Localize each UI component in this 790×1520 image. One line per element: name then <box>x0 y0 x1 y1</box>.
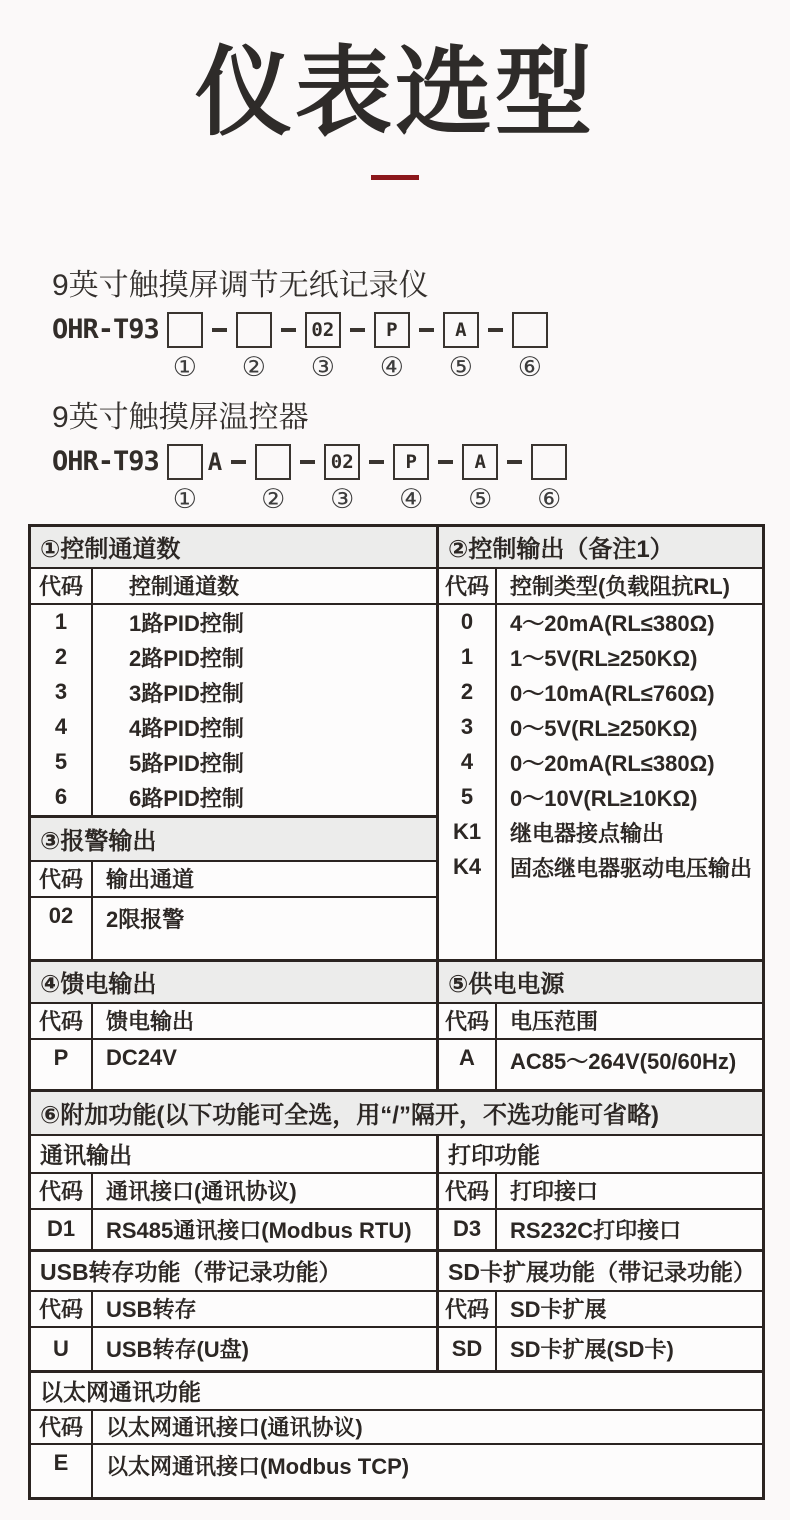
cell-desc: RS485通讯接口(Modbus RTU) <box>106 1217 412 1243</box>
code-box: P <box>393 444 429 480</box>
position-number: ⑤ <box>468 483 493 514</box>
position-number: ① <box>172 351 197 382</box>
column-header-code: 代码 <box>31 1411 93 1443</box>
subsection-title: 通讯输出 <box>40 1142 132 1169</box>
cell-code: U <box>31 1328 93 1370</box>
position-number: ③ <box>310 351 335 382</box>
table-header-row <box>439 1174 762 1210</box>
dash-separator <box>281 328 296 332</box>
column-header-code: 代码 <box>439 1174 497 1208</box>
model-heading: 9英寸触摸屏温控器 <box>52 400 309 434</box>
table-header-row <box>31 1411 762 1445</box>
section-feed-output <box>31 962 439 1089</box>
column-header-code: 代码 <box>439 1292 497 1326</box>
cell-desc: 5路PID控制 <box>129 750 244 776</box>
cell-code: D1 <box>31 1210 93 1249</box>
cell-desc: 1路PID控制 <box>129 610 244 636</box>
code-box <box>236 312 272 348</box>
cell-desc: 3路PID控制 <box>129 680 244 706</box>
cell-code: 4 <box>31 710 93 745</box>
model-heading: 9英寸触摸屏调节无纸记录仪 <box>52 268 429 302</box>
cell-desc: AC85～264V(50/60Hz) <box>510 1048 737 1074</box>
cell-desc: 0～10V(RL≥10KΩ) <box>510 785 698 811</box>
code-position-6 <box>531 444 567 512</box>
cell-desc: 4～20mA(RL≤380Ω) <box>510 610 715 636</box>
table-header-row <box>439 1004 762 1040</box>
cell-desc: SD卡扩展(SD卡) <box>510 1337 674 1363</box>
extra-two-column-area <box>31 1136 762 1373</box>
extra-left-column <box>31 1136 439 1370</box>
section-title: ①控制通道数 <box>31 527 436 569</box>
cell-code: 0 <box>439 605 497 640</box>
column-header-desc: USB转存 <box>106 1297 197 1323</box>
code-position-4 <box>374 312 410 380</box>
cell-desc: 2路PID控制 <box>129 645 244 671</box>
code-position-1 <box>167 444 203 512</box>
cell-desc: RS232C打印接口 <box>510 1217 682 1243</box>
cell-desc: 4路PID控制 <box>129 715 244 741</box>
dash-separator <box>350 328 365 332</box>
dash-separator <box>212 328 227 332</box>
section-title-alarm: ③报警输出 <box>31 815 436 862</box>
code-position-2 <box>236 312 272 380</box>
cell-desc: 1～5V(RL≥250KΩ) <box>510 645 698 671</box>
column-header-desc: 打印接口 <box>510 1179 599 1205</box>
cell-code: 5 <box>31 745 93 780</box>
cell-code: 02 <box>31 898 93 959</box>
code-box: 02 <box>305 312 341 348</box>
table-row <box>439 1210 762 1252</box>
section-control-output <box>439 527 762 959</box>
extra-right-column <box>439 1136 762 1370</box>
cell-desc: 继电器接点输出 <box>510 820 665 846</box>
table-row <box>31 710 436 745</box>
section-title-extra: ⑥附加功能(以下功能可全选，用“/”隔开，不选功能可省略) <box>31 1092 762 1136</box>
code-position-6 <box>512 312 548 380</box>
model-prefix: OHR-T93 <box>52 445 159 477</box>
cell-code: 3 <box>439 710 497 745</box>
column-header-code: 代码 <box>31 569 93 603</box>
position-number: ④ <box>399 483 424 514</box>
subsection-title-row <box>31 1136 436 1174</box>
position-number: ⑤ <box>448 351 473 382</box>
table-row <box>439 710 762 745</box>
table-row <box>439 850 762 885</box>
empty-filler-row <box>439 885 762 959</box>
column-header-desc: SD卡扩展 <box>510 1297 607 1323</box>
code-box: 02 <box>324 444 360 480</box>
code-box: P <box>374 312 410 348</box>
column-header-code: 代码 <box>31 862 93 896</box>
cell-code-empty <box>439 885 497 959</box>
code-box: A <box>443 312 479 348</box>
column-header-code: 代码 <box>31 1292 93 1326</box>
column-header-desc: 控制类型(负载阻抗RL) <box>510 574 730 600</box>
table-row <box>31 605 436 640</box>
code-box <box>512 312 548 348</box>
code-position-5 <box>443 312 479 380</box>
table-block-2 <box>31 959 762 1089</box>
subsection-title-row <box>31 1252 436 1292</box>
column-header-code: 代码 <box>31 1174 93 1208</box>
position-number: ② <box>241 351 266 382</box>
table-header-row <box>439 569 762 605</box>
subsection-title: USB转存功能（带记录功能） <box>40 1259 342 1286</box>
model-recorder <box>52 260 790 380</box>
table-row <box>439 675 762 710</box>
model-infix: A <box>207 447 223 476</box>
column-header-code: 代码 <box>439 569 497 603</box>
table-row <box>439 1040 762 1089</box>
column-header-desc: 通讯接口(通讯协议) <box>106 1179 297 1205</box>
table-row <box>439 1328 762 1370</box>
cell-code: 4 <box>439 745 497 780</box>
table-row <box>31 1328 436 1370</box>
section-title: ②控制输出（备注1） <box>439 527 762 569</box>
page-title: 仪表选型 <box>195 38 595 147</box>
position-number: ⑥ <box>537 483 562 514</box>
subsection-title: SD卡扩展功能（带记录功能） <box>448 1259 756 1286</box>
code-box <box>167 444 203 480</box>
cell-desc: 固态继电器驱动电压输出 <box>510 855 753 881</box>
dash-separator <box>231 460 246 464</box>
title-underline-dash <box>371 175 419 180</box>
dash-separator <box>369 460 384 464</box>
dash-separator <box>438 460 453 464</box>
cell-code: P <box>31 1040 93 1089</box>
subsection-title-row <box>31 1373 762 1411</box>
table-row <box>439 780 762 815</box>
code-position-1 <box>167 312 203 380</box>
cell-code: 6 <box>31 780 93 815</box>
column-header-code: 代码 <box>31 1004 93 1038</box>
column-header-desc: 电压范围 <box>510 1009 599 1035</box>
selection-table <box>28 524 765 1500</box>
table-row <box>439 815 762 850</box>
position-number: ③ <box>330 483 355 514</box>
code-box <box>167 312 203 348</box>
table-row <box>31 745 436 780</box>
cell-code: 5 <box>439 780 497 815</box>
cell-desc: 0～10mA(RL≤760Ω) <box>510 680 715 706</box>
table-block-3 <box>31 1089 762 1497</box>
section-power-supply <box>439 962 762 1089</box>
cell-code: SD <box>439 1328 497 1370</box>
table-row <box>439 745 762 780</box>
table-header-row <box>31 862 436 898</box>
table-row <box>31 1445 762 1497</box>
model-code-area <box>52 260 790 512</box>
model-temp-controller <box>52 392 790 512</box>
section-title: ⑤供电电源 <box>439 962 762 1004</box>
table-header-row <box>439 1292 762 1328</box>
subsection-title: 以太网通讯功能 <box>40 1379 201 1406</box>
column-header-desc: 控制通道数 <box>129 574 240 600</box>
column-header-desc: 馈电输出 <box>106 1009 195 1035</box>
cell-desc: 2限报警 <box>106 906 185 932</box>
cell-code: 1 <box>31 605 93 640</box>
code-position-5 <box>462 444 498 512</box>
column-header-code: 代码 <box>439 1004 497 1038</box>
table-row <box>439 605 762 640</box>
code-position-3 <box>324 444 360 512</box>
table-header-row <box>31 1174 436 1210</box>
table-header-row <box>31 569 436 605</box>
cell-code: D3 <box>439 1210 497 1249</box>
column-header-desc: 输出通道 <box>106 867 195 893</box>
model-code-line <box>52 444 790 512</box>
column-header-desc: 以太网通讯接口(通讯协议) <box>106 1415 363 1441</box>
position-number: ② <box>261 483 286 514</box>
dash-separator <box>507 460 522 464</box>
position-number: ① <box>172 483 197 514</box>
cell-desc: 6路PID控制 <box>129 785 244 811</box>
cell-code: K1 <box>439 815 497 850</box>
table-row <box>31 675 436 710</box>
table-header-row <box>31 1004 436 1040</box>
code-position-4 <box>393 444 429 512</box>
code-box <box>531 444 567 480</box>
cell-desc: 以太网通讯接口(Modbus TCP) <box>106 1453 410 1479</box>
subsection-title: 打印功能 <box>448 1142 540 1169</box>
subsection-title-row <box>439 1252 762 1292</box>
cell-code: 3 <box>31 675 93 710</box>
table-row <box>31 780 436 815</box>
table-row <box>31 1040 436 1089</box>
position-number: ⑥ <box>517 351 542 382</box>
dash-separator <box>488 328 503 332</box>
cell-desc: 0～20mA(RL≤380Ω) <box>510 750 715 776</box>
table-row <box>31 1210 436 1252</box>
dash-separator <box>300 460 315 464</box>
code-box: A <box>462 444 498 480</box>
cell-code: 2 <box>31 640 93 675</box>
model-prefix: OHR-T93 <box>52 313 159 345</box>
cell-code: 1 <box>439 640 497 675</box>
table-header-row <box>31 1292 436 1328</box>
cell-desc-empty <box>497 885 762 959</box>
table-row <box>31 640 436 675</box>
cell-code: E <box>31 1445 93 1497</box>
table-row <box>439 640 762 675</box>
cell-code: 2 <box>439 675 497 710</box>
subsection-title-row <box>439 1136 762 1174</box>
dash-separator <box>419 328 434 332</box>
cell-code: K4 <box>439 850 497 885</box>
cell-desc: 0～5V(RL≥250KΩ) <box>510 715 698 741</box>
model-code-line <box>52 312 790 380</box>
section-title: ④馈电输出 <box>31 962 436 1004</box>
section-control-channels <box>31 527 439 959</box>
position-number: ④ <box>379 351 404 382</box>
code-position-2 <box>255 444 291 512</box>
code-box <box>255 444 291 480</box>
table-row <box>31 898 436 959</box>
cell-code: A <box>439 1040 497 1089</box>
table-block-1 <box>31 527 762 959</box>
cell-desc: DC24V <box>106 1044 177 1070</box>
code-position-3 <box>305 312 341 380</box>
cell-desc: USB转存(U盘) <box>106 1337 249 1363</box>
